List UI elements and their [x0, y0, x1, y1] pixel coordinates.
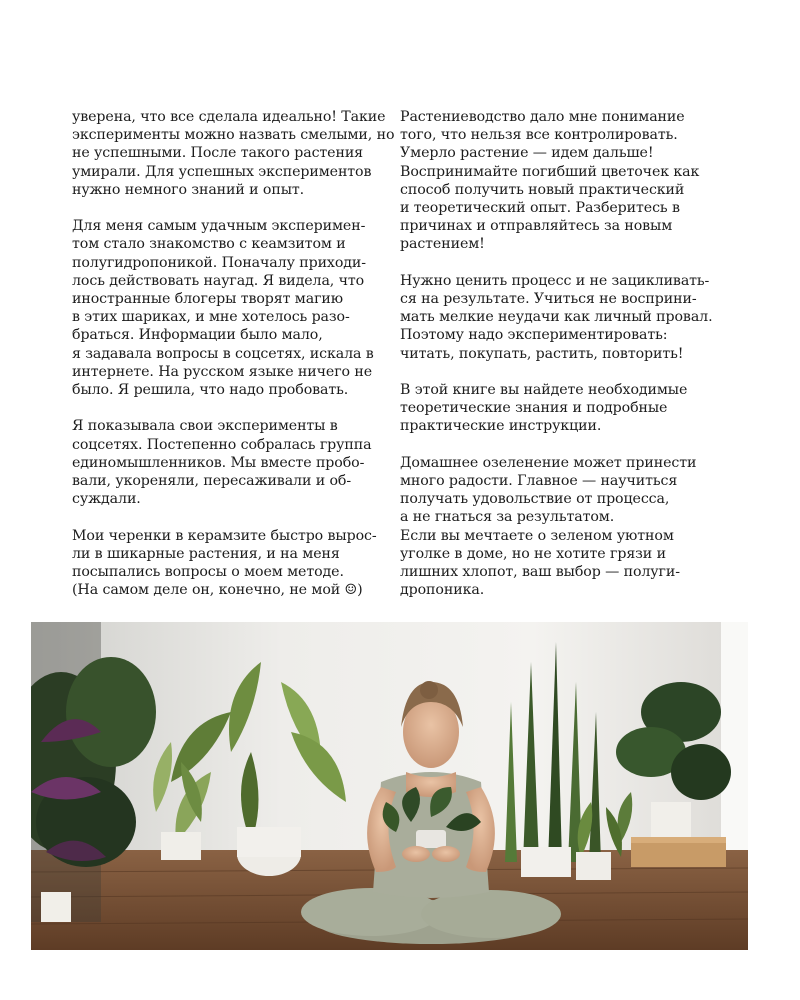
- text-line: Я показывала свои эксперименты в: [72, 418, 338, 435]
- text-line: было. Я решила, что надо пробовать.: [72, 382, 349, 399]
- paragraph: [400, 454, 705, 527]
- text-line: том стало знакомство с кеамзитом и: [72, 236, 346, 253]
- text-line: причинах и отправляйтесь за новым: [400, 218, 673, 235]
- text-line: Мои черенки в керамзите быстро вырос-: [72, 527, 377, 544]
- text-line: эксперименты можно назвать смелыми, но: [72, 127, 395, 144]
- text-line: интернете. На русском языке ничего не: [72, 363, 373, 380]
- text-line: получать удовольствие от процесса,: [400, 491, 670, 508]
- text-line: не успешными. После такого растения: [72, 145, 364, 162]
- text-line: единомышленников. Мы вместе пробо-: [72, 454, 365, 471]
- text-line: (На самом деле он, конечно, не мой ☺): [72, 582, 363, 599]
- paragraph: [72, 217, 372, 399]
- text-line: Воспринимайте погибший цветочек как: [400, 163, 700, 180]
- photo-illustration: [31, 622, 748, 950]
- text-line: растением!: [400, 236, 485, 253]
- text-line: Домашнее озеленение может принести: [400, 454, 697, 471]
- text-line: дропоника.: [400, 582, 485, 599]
- paragraph: [72, 108, 395, 199]
- text-line: того, что нельзя все контролировать.: [400, 127, 678, 144]
- text-line: уверена, что все сделала идеально! Такие: [72, 109, 386, 125]
- paragraph: [400, 272, 713, 363]
- text-line: иностранные блогеры творят магию: [72, 291, 344, 308]
- text-line: суждали.: [72, 491, 141, 508]
- text-line: много радости. Главное — научиться: [400, 473, 678, 490]
- text-line: уголке в доме, но не хотите грязи и: [400, 545, 666, 562]
- text-line: Растениеводство дало мне понимание: [400, 109, 685, 125]
- text-line: посыпались вопросы о моем методе.: [72, 564, 344, 581]
- text-line: Для меня самым удачным эксперимен-: [72, 218, 366, 235]
- paragraph: [400, 527, 705, 600]
- text-line: лось действовать наугад. Я видела, что: [72, 272, 365, 289]
- paragraph: [72, 417, 372, 508]
- text-line: ся на результате. Учиться не восприни-: [400, 291, 697, 308]
- text-line: практические инструкции.: [400, 418, 602, 435]
- text-column-left: [72, 108, 395, 618]
- text-line: Поэтому надо экспериментировать:: [400, 327, 668, 344]
- text-line: способ получить новый практический: [400, 181, 685, 198]
- text-line: Если вы мечтаете о зеленом уютном: [400, 527, 674, 544]
- text-line: теоретические знания и подробные: [400, 400, 668, 417]
- text-line: Нужно ценить процесс и не зацикливать-: [400, 272, 710, 289]
- text-line: лишних хлопот, ваш выбор — полуги-: [400, 564, 680, 581]
- window-light: [721, 622, 748, 862]
- text-line: в этих шариках, и мне хотелось разо-: [72, 309, 350, 326]
- text-line: нужно немного знаний и опыт.: [72, 181, 305, 198]
- text-line: а не гнаться за результатом.: [400, 509, 615, 526]
- photo-woman-with-houseplants: [31, 622, 748, 950]
- text-column-right: [400, 108, 713, 618]
- text-line: В этой книге вы найдете необходимые: [400, 382, 688, 399]
- text-line: ли в шикарные растения, и на меня: [72, 545, 340, 562]
- text-line: браться. Информации было мало,: [72, 327, 323, 344]
- text-line: вали, укореняли, пересаживали и об-: [72, 473, 352, 490]
- paragraph: [400, 381, 705, 436]
- text-line: умирали. Для успешных экспериментов: [72, 163, 372, 180]
- text-line: я задавала вопросы в соцсетях, искала в: [72, 345, 374, 362]
- text-line: и теоретический опыт. Разберитесь в: [400, 200, 680, 217]
- paragraph: [400, 108, 705, 254]
- text-line: читать, покупать, растить, повторить!: [400, 345, 684, 362]
- text-line: полугидропоникой. Поначалу приходи-: [72, 254, 366, 271]
- text-line: соцсетях. Постепенно собралась группа: [72, 436, 372, 453]
- paragraph: [72, 527, 377, 600]
- text-line: мать мелкие неудачи как личный провал.: [400, 309, 713, 326]
- text-line: Умерло растение — идем дальше!: [400, 145, 654, 162]
